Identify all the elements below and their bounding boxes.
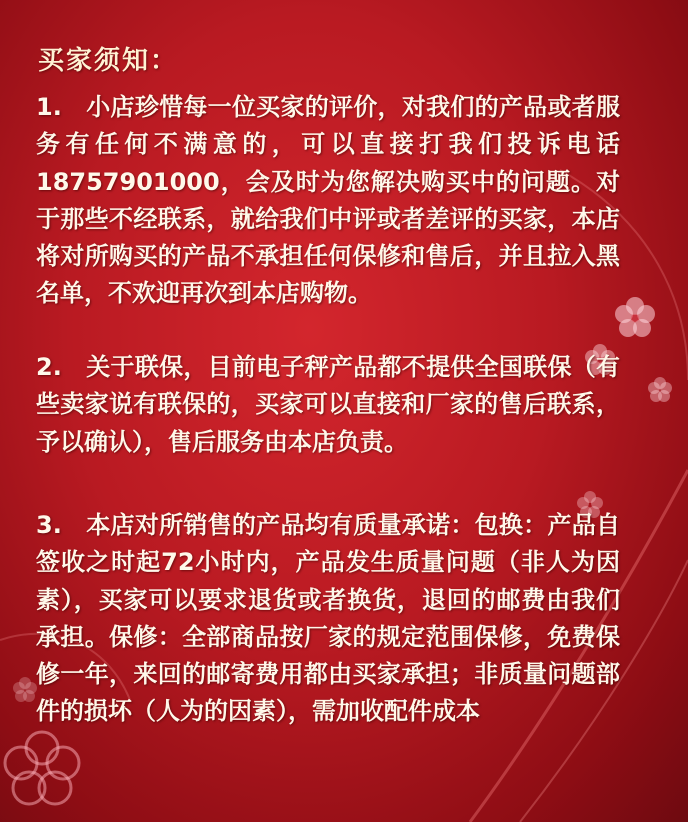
notice-item-2 <box>36 349 620 461</box>
notice-item-1 <box>36 89 620 313</box>
item-number: 2. <box>36 353 62 381</box>
flower-icon <box>615 297 655 337</box>
item-number: 1. <box>36 93 62 121</box>
item-text: 小店珍惜每一位买家的评价，对我们的产品或者服务有任何不满意的，可以直接打我们投诉电话18757901000，会及时为您解决购买中的问题。对于那些不经联系，就给我们中评或者差评的买家，本店将对所购买的产品不承担任何保修和售后，并且拉入黑名单，不欢迎再次到本店购物。 <box>36 93 620 308</box>
notice-item-3 <box>36 507 620 731</box>
page-title: 买家须知： <box>38 46 179 76</box>
flower-icon <box>648 377 672 402</box>
item-number: 3. <box>36 511 62 539</box>
flower-icon <box>13 677 37 702</box>
flower-icon <box>5 732 79 804</box>
item-text: 本店对所销售的产品均有质量承诺：包换：产品自签收之时起72小时内，产品发生质量问题（非人为因素），买家可以要求退货或者换货，退回的邮费由我们承担。保修：全部商品按厂家的规定范围保修，免费保修一年，来回的邮寄费用都由买家承担；非质量问题部件的损坏（人为的因素），需加收配件成本 <box>36 511 620 726</box>
item-text: 关于联保，目前电子秤产品都不提供全国联保（有些卖家说有联保的，买家可以直接和厂家的售后联系，予以确认），售后服务由本店负责。 <box>36 353 620 456</box>
